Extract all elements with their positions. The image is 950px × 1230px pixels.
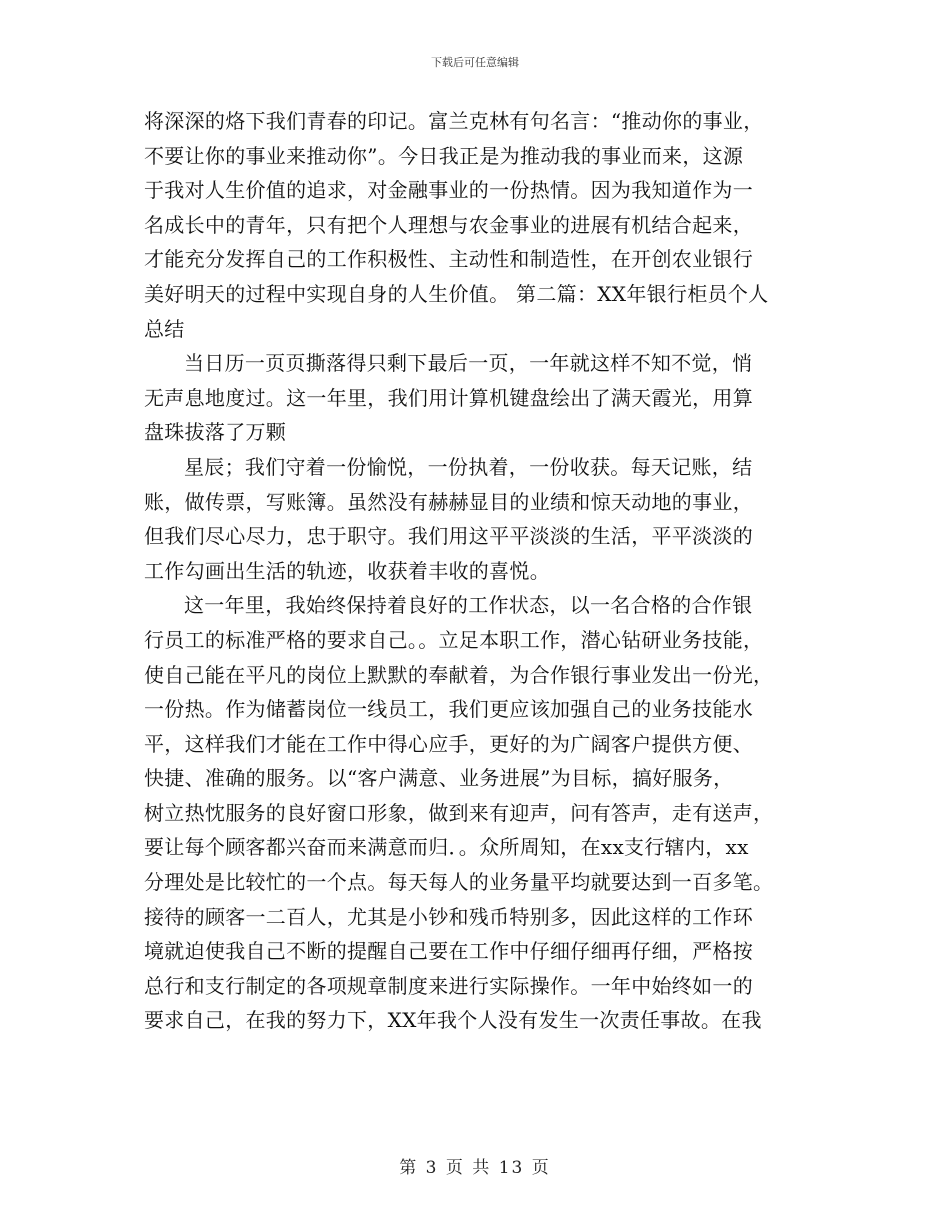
text-line: 总行和支行制定的各项规章制度来进行实际操作。一年中始终如一的 [144,973,753,998]
text-line: 要求自己，在我的努力下，XX年我个人没有发生一次责任事故。在我 [144,1008,762,1033]
text-line: 名成长中的青年，只有把个人理想与农金事业的进展有机结合起来， [144,212,753,237]
text-line: 于我对人生价值的追求，对金融事业的一份热情。因为我知道作为一 [144,178,753,203]
text-line: 才能充分发挥自己的工作积极性、主动性和制造性，在开创农业银行 [144,247,753,272]
text-line: 快捷、准确的服务。以“客户满意、业务进展”为目标，搞好服务， [144,766,734,791]
page-footer: 第 3 页 共 13 页 [399,1158,551,1178]
text-line: 分理处是比较忙的一个点。每天每人的业务量平均就要达到一百多笔。 [144,870,774,895]
text-line: 星辰；我们守着一份愉悦，一份执着，一份收获。每天记账，结 [184,454,753,479]
paragraph-3 [144,450,808,588]
text-line: 接待的顾客一二百人，尤其是小钞和残币特别多，因此这样的工作环 [144,904,753,929]
paragraph-1 [144,104,808,346]
text-line: 工作勾画出生活的轨迹，收获着丰收的喜悦。 [144,558,550,583]
document-body [144,104,808,1038]
text-line: 树立热忱服务的良好窗口形象，做到来有迎声，问有答声，走有送声， [144,800,774,825]
paragraph-4 [144,588,808,1038]
text-line: 一份热。作为储蓄岗位一线员工，我们更应该加强自己的业务技能水 [144,697,753,722]
paragraph-2 [144,346,808,450]
text-line: 无声息地度过。这一年里，我们用计算机键盘绘出了满天霞光，用算 [144,385,753,410]
text-line: 美好明天的过程中实现自身的人生价值。 第二篇：XX年银行柜员个人 [144,281,769,306]
text-line: 平，这样我们才能在工作中得心应手，更好的为广阔客户提供方便、 [144,731,753,756]
text-line: 当日历一页页撕落得只剩下最后一页，一年就这样不知不觉，悄 [184,351,753,376]
text-line: 这一年里，我始终保持着良好的工作状态，以一名合格的合作银 [184,593,753,618]
text-line: 账，做传票，写账簿。虽然没有赫赫显目的业绩和惊天动地的事业， [144,489,753,514]
page-header: 下载后可任意编辑 [431,56,519,69]
text-line: 不要让你的事业来推动你”。今日我正是为推动我的事业而来，这源 [144,143,744,168]
text-line: 将深深的烙下我们青春的印记。富兰克林有句名言：“推动你的事业， [144,109,764,133]
text-line: 境就迫使我自己不断的提醒自己要在工作中仔细仔细再仔细，严格按 [144,939,753,964]
text-line: 行员工的标准严格的要求自己。。立足本职工作，潜心钻研业务技能， [144,627,764,652]
text-line: 总结 [144,316,185,341]
text-line: 盘珠拔落了万颗 [144,420,287,445]
text-line: 但我们尽心尽力，忠于职守。我们用这平平淡淡的生活，平平淡淡的 [144,524,753,549]
text-line: 要让每个顾客都兴奋而来满意而归．。众所周知，在xx支行辖内，xx [144,835,749,860]
text-line: 使自己能在平凡的岗位上默默的奉献着，为合作银行事业发出一份光， [144,662,774,687]
